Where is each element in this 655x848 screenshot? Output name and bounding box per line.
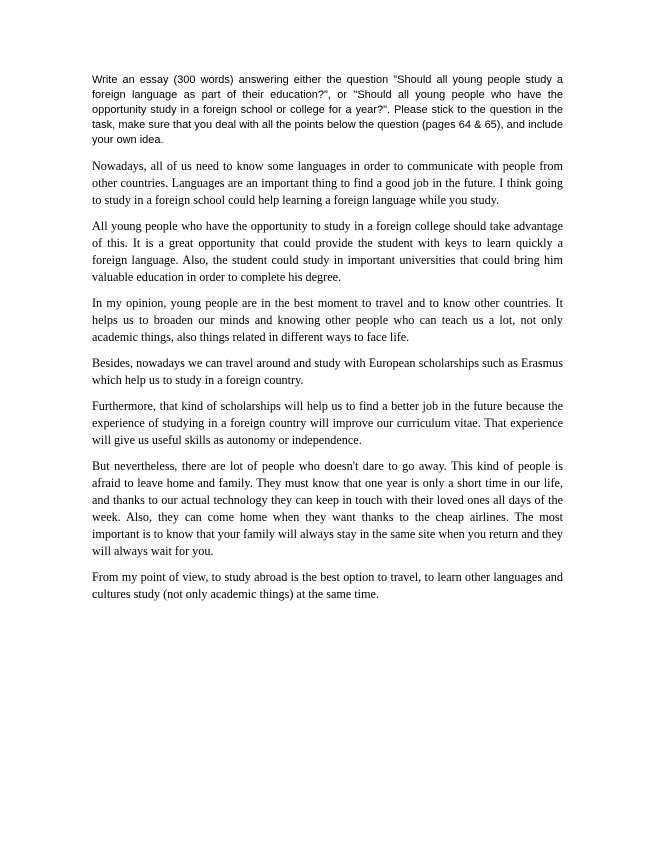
essay-paragraph-6: But nevertheless, there are lot of people who doesn't dare to go away. This kind of people is afraid to leave home and family. They must know that one year is only a short time in our life, and thanks to our actual technology they can keep in touch with their loved ones all days of the week. Also, they can come home when they want thanks to the cheap airlines. The most important is to know that your family will always stay in the same site when you return and they will always wait for you.: [92, 459, 563, 558]
essay-paragraph-1: Nowadays, all of us need to know some languages in order to communicate with people from other countries. Languages are an important thing to find a good job in the future. I think going to study in a foreign school could help learning a foreign language while you study.: [92, 159, 563, 207]
essay-paragraph-4: Besides, nowadays we can travel around and study with European scholarships such as Erasmus which help us to study in a foreign country.: [92, 356, 563, 387]
document-body: [92, 73, 563, 612]
essay-paragraph-7: From my point of view, to study abroad is the best option to travel, to learn other languages and cultures study (not only academic things) at the same time.: [92, 570, 563, 601]
essay-prompt: Write an essay (300 words) answering either the question "Should all young people study a foreign language as part of their education?", or "Should all young people who have the opportunity study in a foreign school or college for a year?". Please stick to the question in the task, make sure that you deal with all the points below the question (pages 64 & 65), and include your own idea.: [92, 74, 563, 146]
essay-paragraph-3: In my opinion, young people are in the best moment to travel and to know other countries. It helps us to broaden our minds and knowing other people who can teach us a lot, not only academic things, also things related in different ways to face life.: [92, 296, 563, 344]
essay-paragraph-2: All young people who have the opportunity to study in a foreign college should take advantage of this. It is a great opportunity that could provide the student with keys to learn quickly a foreign language. Also, the student could study in important universities that could bring him valuable education in order to complete his degree.: [92, 219, 563, 284]
essay-paragraph-5: Furthermore, that kind of scholarships will help us to find a better job in the future because the experience of studying in a foreign country will improve our curriculum vitae. That experience will give us useful skills as autonomy or independence.: [92, 399, 563, 447]
